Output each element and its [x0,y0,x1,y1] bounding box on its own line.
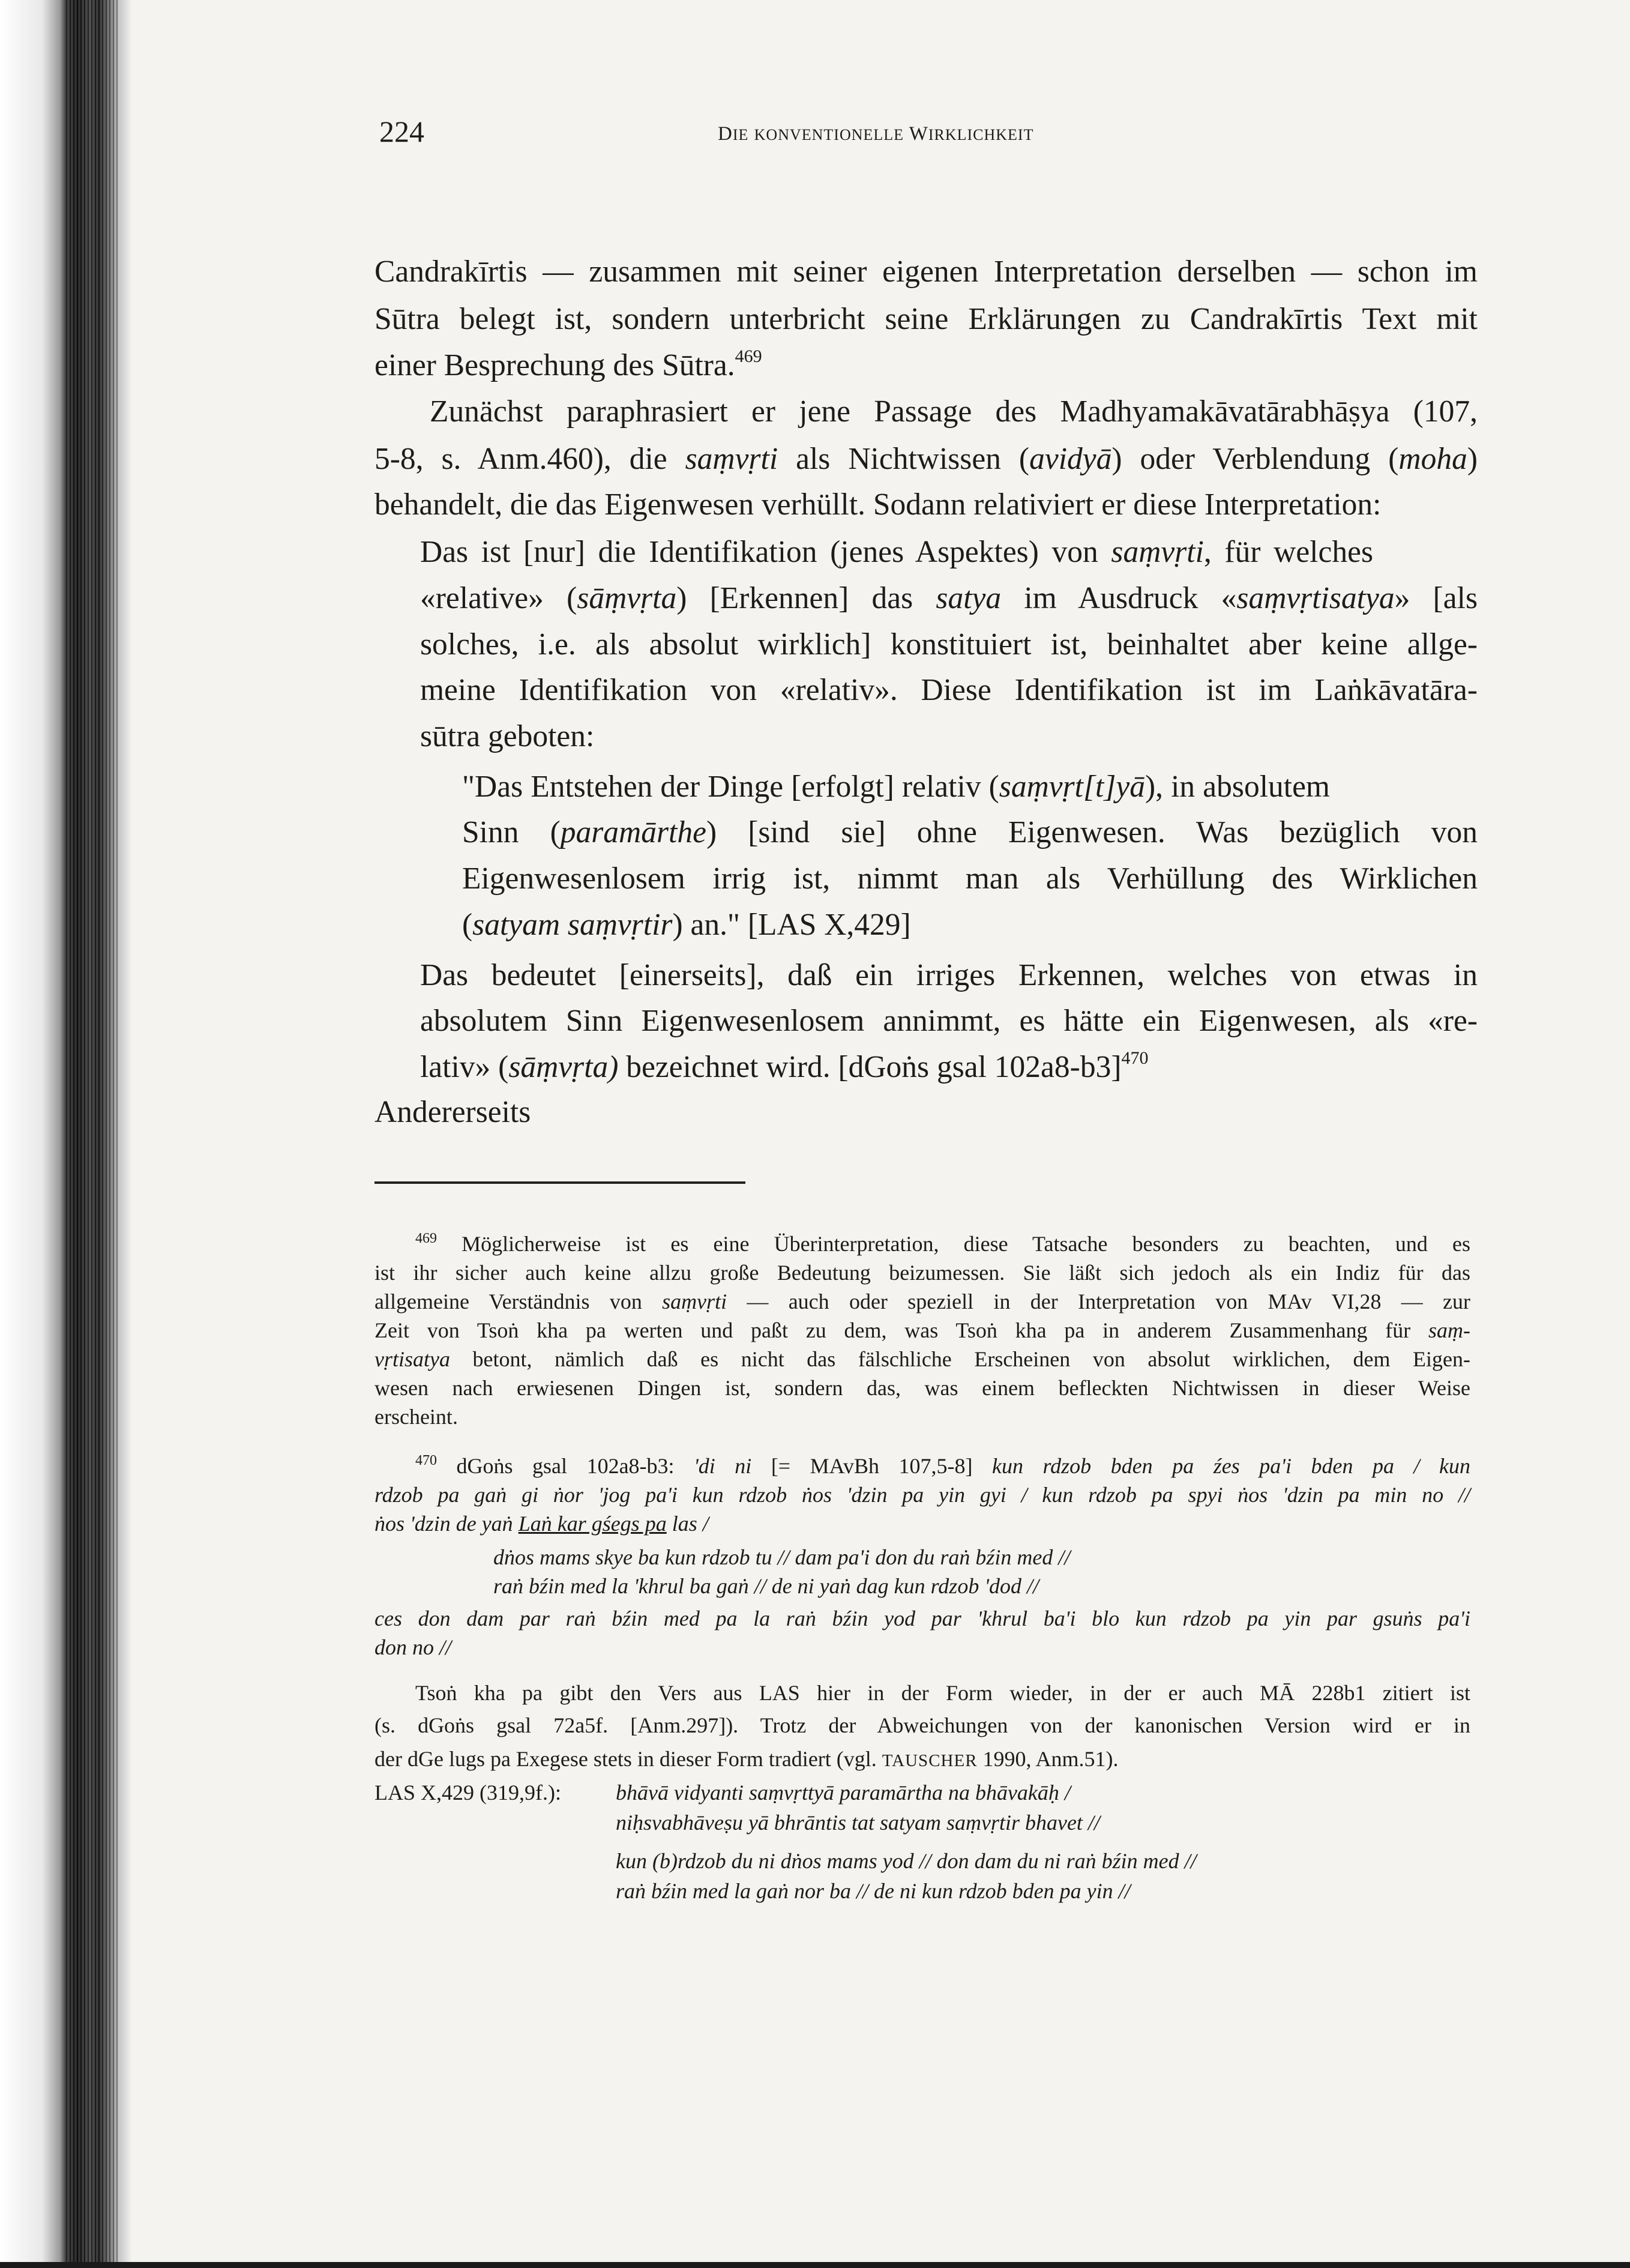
footnote-ref-469: 469 [735,346,762,366]
text-line: behandelt, die das Eigenwesen verhüllt. Sodann relativiert er diese Interpretation: [374,487,1382,522]
sutra-line: "Das Entstehen der Dinge [erfolgt] relativ (saṃvṛt[t]yā), in absolutem [462,770,1330,804]
footnote-470-line: rdzob pa gaṅ gi ṅor 'jog pa'i kun rdzob ṅos 'dzin pa yin gyi / kun rdzob pa spyi ṅos 'dzin pa min no // [374,1483,1470,1507]
text-line: Sūtra belegt ist, sondern unterbricht seine Erklärungen zu Candrakīrtis Text mit [374,302,1478,336]
sutra-line: Sinn (paramārthe) [sind sie] ohne Eigenwesen. Was bezüglich von [462,815,1478,849]
quote-line: sūtra geboten: [420,719,595,753]
text-line: einer Besprechung des Sūtra.$^{469}$ [374,346,762,382]
las-reference-label: LAS X,429 (319,9f.): [374,1781,561,1805]
las-verse-line: raṅ bźin med la gaṅ nor ba // de ni kun rdzob bden pa yin // [616,1879,1131,1903]
scan-bottom-edge [0,2262,1630,2268]
footnote-470-line: $^{470}$ dGoṅs gsal 102a8-b3: 'di ni [= MAvBh 107,5-8] kun rdzob bden pa źes pa'i bden pa / kun [415,1453,1470,1478]
footnote-469-line: $^{469}$ Möglicherweise ist es eine Überinterpretation, diese Tatsache besonders zu beachten, und es [415,1231,1471,1256]
scan-binding-texture [66,0,120,2268]
footnote-470-line: don no // [374,1635,452,1659]
footnote-470-verse: dṅos mams skye ba kun rdzob tu // dam pa'i don du raṅ bźin med // [493,1545,1071,1569]
footnote-469-line: erscheint. [374,1405,458,1429]
quote-line: meine Identifikation von «relativ». Diese Identifikation ist im Laṅkāvatāra- [420,673,1478,707]
text-line: 5-8, s. Anm.460), die saṃvṛti als Nichtwissen (avidyā) oder Verblendung (moha) [374,442,1478,476]
text-line: Zunächst paraphrasiert er jene Passage des Madhyamakāvatārabhāṣya (107, [430,394,1478,429]
footnote-469-line: vṛtisatya betont, nämlich daß es nicht das fälschliche Erscheinen von absolut wirklichen, dem Eigen- [374,1347,1470,1371]
sutra-line: (satyam saṃvṛtir) an." [LAS X,429] [462,908,911,942]
sutra-line: Eigenwesenlosem irrig ist, nimmt man als Verhüllung des Wirklichen [462,861,1478,896]
footnote-470-verse: raṅ bźin med la 'khrul ba gaṅ // de ni yaṅ dag kun rdzob 'dod // [493,1574,1039,1598]
quote-line: Das ist [nur] die Identifikation (jenes Aspektes) von saṃvṛti, für welches [420,535,1374,569]
text-line: lativ» (sāṃvṛta) bezeichnet wird. [dGoṅs gsal 102a8-b3]$^{470}$ [420,1048,1149,1084]
footnote-469-line: wesen nach erwiesenen Dingen ist, sondern das, was einem befleckten Nichtwissen in dieser Weise [374,1376,1470,1400]
footnote-ref-470: 470 [1121,1048,1149,1068]
las-verse-line: niḥsvabhāveṣu yā bhrāntis tat satyam saṃvṛtir bhavet // [616,1811,1100,1835]
footnote-469-line: ist ihr sicher auch keine allzu große Bedeutung beizumessen. Sie läßt sich jedoch als ein Indiz für das [374,1261,1470,1285]
footnote-470-paragraph: der dGe lugs pa Exegese stets in dieser Form tradiert (vgl. TAUSCHER 1990, Anm.51). [374,1747,1119,1771]
footnote-469-line: allgemeine Verständnis von saṃvṛti — auch oder speziell in der Interpretation von MAv VI,28 — zur [374,1289,1471,1313]
text-line: absolutem Sinn Eigenwesenlosem annimmt, es hätte ein Eigenwesen, als «re- [420,1004,1478,1038]
page-number: 224 [379,115,424,148]
footnote-470-paragraph: (s. dGoṅs gsal 72a5f. [Anm.297]). Trotz der Abweichungen von der kanonischen Version wird er in [374,1713,1470,1737]
running-head: DIE KONVENTIONELLE WIRKLICHKEIT [718,123,1034,145]
quote-line: «relative» (sāṃvṛta) [Erkennen] das satya im Ausdruck «saṃvṛtisatya» [als [420,581,1478,615]
quote-line: solches, i.e. als absolut wirklich] konstituiert ist, beinhaltet aber keine allge- [420,627,1478,662]
text-line: Andererseits [374,1095,531,1129]
footnote-separator [374,1181,745,1184]
footnote-470-line: ces don dam par raṅ bźin med pa la raṅ bźin yod par 'khrul ba'i blo kun rdzob pa yin par gsuṅs pa'i [374,1606,1470,1630]
text-line: Candrakīrtis — zusammen mit seiner eigenen Interpretation derselben — schon im [374,255,1478,289]
footnote-469-line: Zeit von Tsoṅ kha pa werten und paßt zu dem, was Tsoṅ kha pa in anderem Zusammenhang für saṃ- [374,1318,1470,1342]
text-line: Das bedeutet [einerseits], daß ein irriges Erkennen, welches von etwas in [420,958,1478,992]
footnote-470-paragraph: Tsoṅ kha pa gibt den Vers aus LAS hier in der Form wieder, in der er auch MĀ 228b1 zitiert ist [415,1681,1470,1705]
las-verse-line: kun (b)rdzob du ni dṅos mams yod // don dam du ni raṅ bźin med // [616,1849,1197,1873]
footnote-470-line: ṅos 'dzin de yaṅ Laṅ kar gśegs pa las / [374,1512,709,1536]
las-verse-line: bhāvā vidyanti saṃvṛttyā paramārtha na bhāvakāḥ / [616,1781,1071,1805]
